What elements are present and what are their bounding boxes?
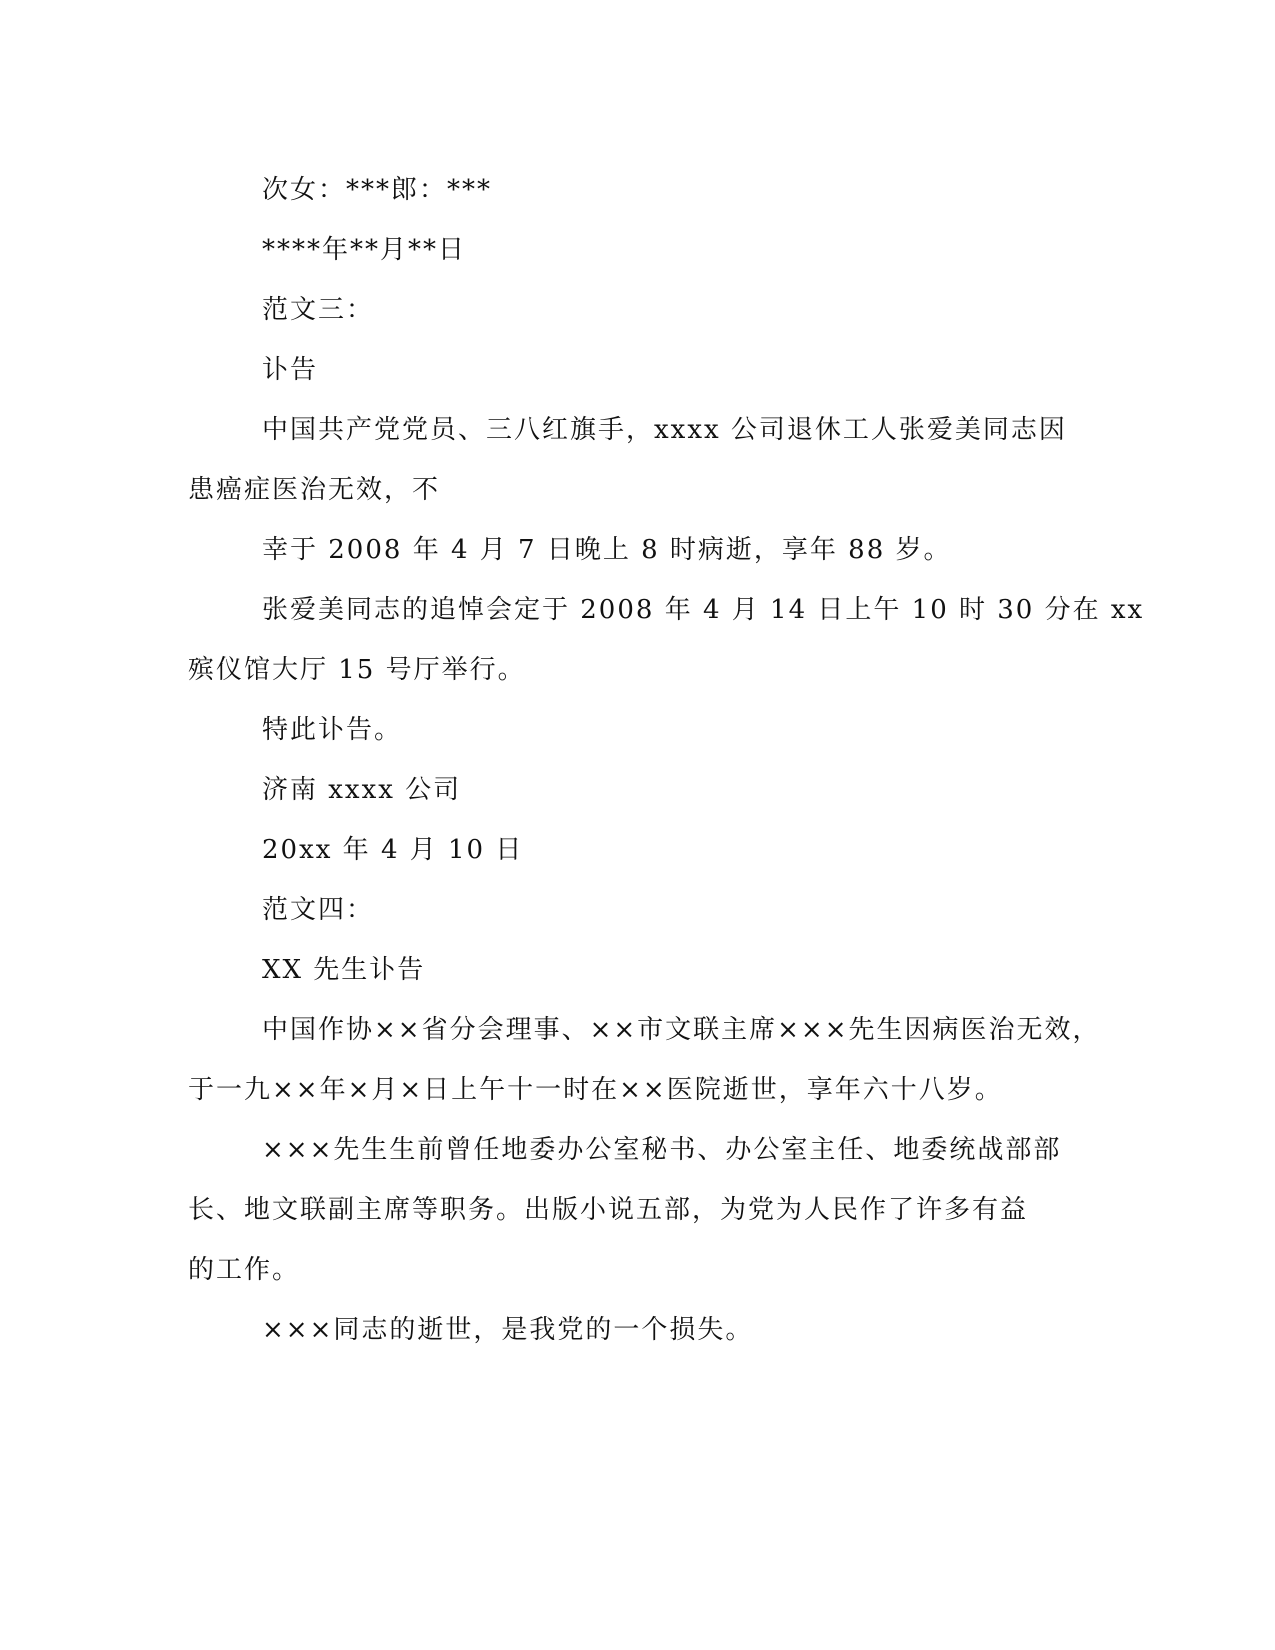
section-heading: 范文四： [262,895,375,925]
text-line: 殡仪馆大厅 15 号厅举行。 [188,655,526,685]
notice-title: 讣告 [262,355,319,385]
text-line: 于一九××年×月×日上午十一时在××医院逝世，享年六十八岁。 [188,1075,1003,1105]
notice-title: XX 先生讣告 [262,955,426,985]
text-line: 次女：***郎：*** [262,175,493,205]
text-line: 特此讣告。 [262,715,403,745]
text-line: 患癌症医治无效，不 [188,475,441,505]
signature-date: 20xx 年 4 月 10 日 [262,835,524,865]
text-line: ****年**月**日 [262,235,467,265]
text-line: 中国作协××省分会理事、××市文联主席×××先生因病医治无效， [262,1015,1101,1045]
text-line: ×××先生生前曾任地委办公室秘书、办公室主任、地委统战部部 [262,1135,1062,1165]
text-line: ×××同志的逝世，是我党的一个损失。 [262,1315,754,1345]
text-line: 幸于 2008 年 4 月 7 日晚上 8 时病逝，享年 88 岁。 [262,535,952,565]
document-body [188,160,1145,1360]
section-heading: 范文三： [262,295,375,325]
text-line: 张爱美同志的追悼会定于 2008 年 4 月 14 日上午 10 时 30 分在 xx [262,595,1145,625]
text-line: 的工作。 [188,1255,301,1285]
text-line: 中国共产党党员、三八红旗手，xxxx 公司退休工人张爱美同志因 [262,415,1067,445]
text-line: 长、地文联副主席等职务。出版小说五部，为党为人民作了许多有益 [188,1195,1029,1225]
signature-org: 济南 xxxx 公司 [262,775,462,805]
